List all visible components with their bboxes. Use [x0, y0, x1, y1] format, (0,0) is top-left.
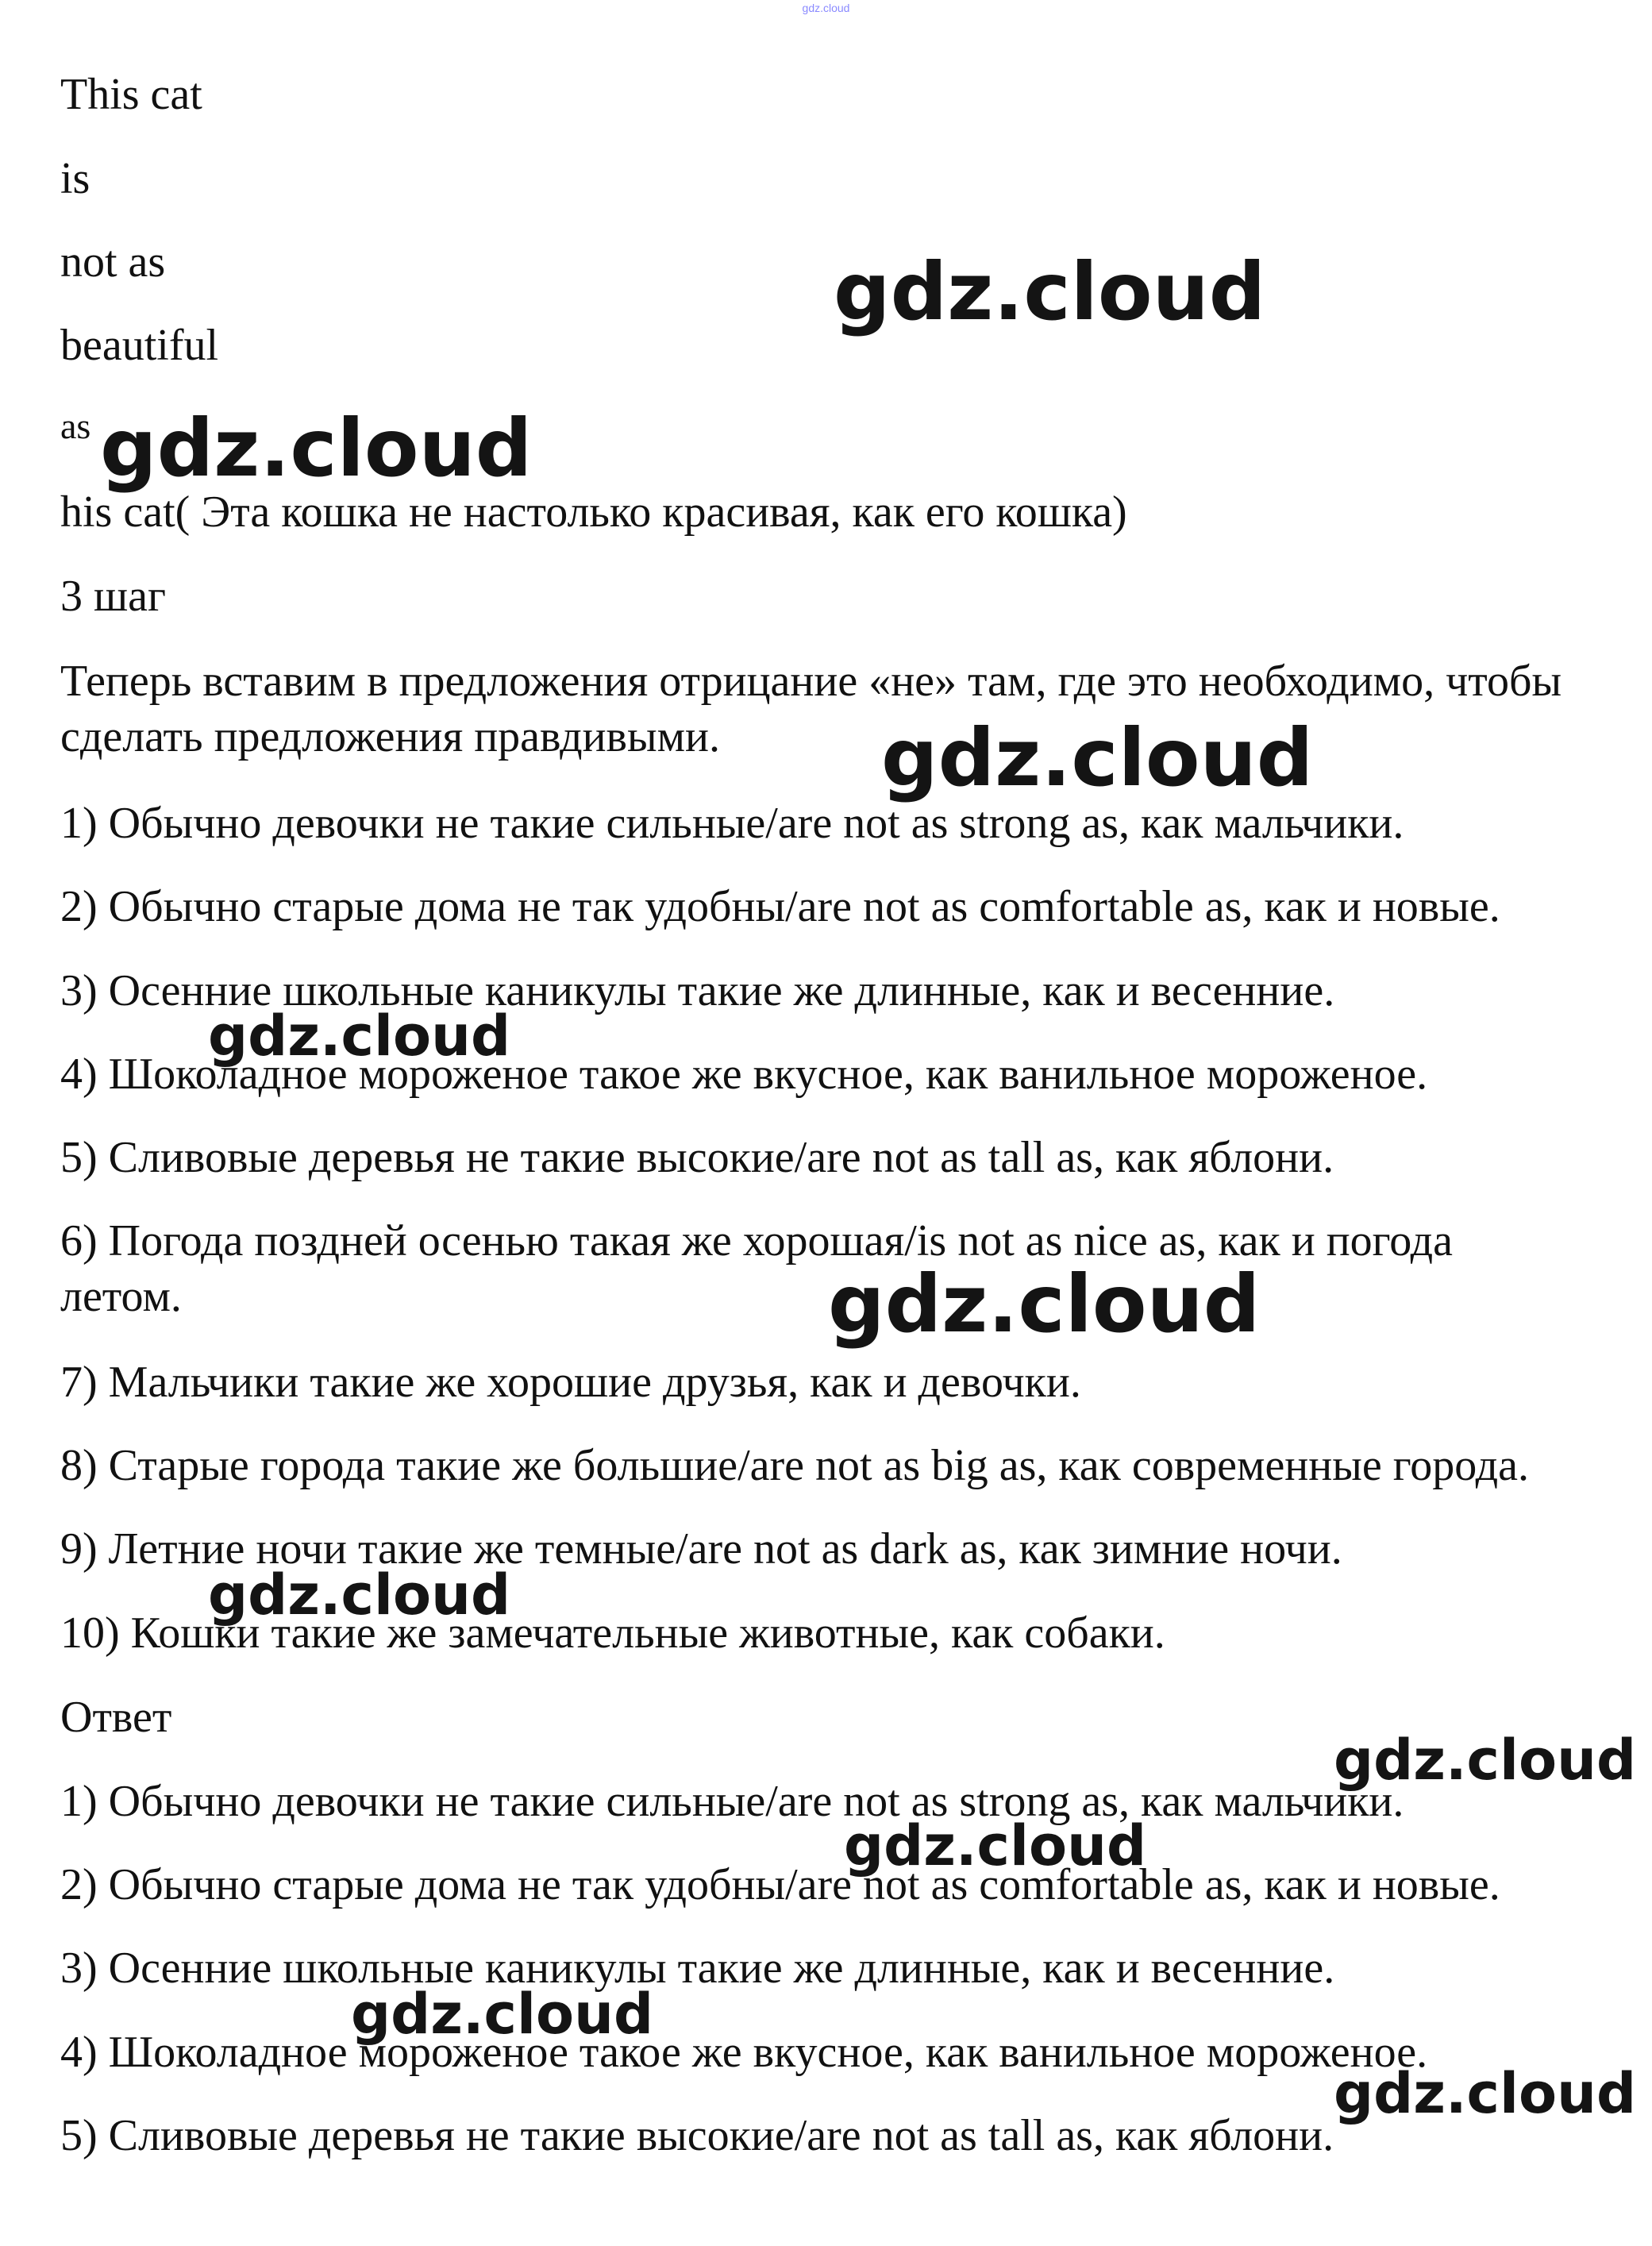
sentence-item: 2) Обычно старые дома не так удобны/are not as comfortable as, как и новые.: [60, 882, 1500, 931]
watermark: gdz.cloud: [208, 1004, 511, 1069]
top-watermark: gdz.cloud: [802, 2, 850, 14]
watermark: gdz.cloud: [208, 1562, 511, 1628]
sentence-item: 3) Осенние школьные каникулы такие же длинные, как и весенние.: [60, 966, 1335, 1015]
sentence-item: 5) Сливовые деревья не такие высокие/are not as tall as, как яблони.: [60, 1133, 1334, 1182]
sentence-item: 8) Старые города такие же большие/are not as big as, как современные города.: [60, 1441, 1530, 1490]
sentence-item: 7) Мальчики такие же хорошие друзья, как и девочки.: [60, 1358, 1081, 1407]
sentence-item: 4) Шоколадное мороженое такое же вкусное, как ванильное мороженое.: [60, 1050, 1428, 1099]
sentence-item: 6) Погода поздней осенью такая же хорошая/is not as nice as, как и погода летом.: [60, 1216, 1453, 1321]
watermark: gdz.cloud: [844, 1813, 1147, 1878]
sentence-item: 1) Обычно девочки не такие сильные/are not as strong as, как мальчики.: [60, 799, 1404, 848]
intro-line: is: [60, 154, 90, 203]
watermark: gdz.cloud: [351, 1982, 654, 2047]
intro-line: This cat: [60, 70, 202, 119]
step-title: 3 шаг: [60, 572, 166, 621]
sentence-item: 9) Летние ночи такие же темные/are not as dark as, как зимние ночи.: [60, 1524, 1342, 1574]
intro-line: as: [60, 406, 91, 446]
answer-item: 5) Сливовые деревья не такие высокие/are not as tall as, как яблони.: [60, 2111, 1334, 2160]
answer-item: 1) Обычно девочки не такие сильные/are not as strong as, как мальчики.: [60, 1777, 1404, 1826]
instruction-paragraph: Теперь вставим в предложения отрицание «не» там, где это необходимо, чтобы сделать предложения правдивыми.: [60, 657, 1562, 761]
watermark: gdz.cloud: [828, 1258, 1261, 1350]
intro-line: not as: [60, 237, 166, 287]
intro-line: beautiful: [60, 321, 219, 370]
answer-item: 4) Шоколадное мороженое такое же вкусное, как ванильное мороженое.: [60, 2028, 1428, 2077]
watermark: gdz.cloud: [1334, 1728, 1637, 1793]
watermark: gdz.cloud: [100, 402, 533, 495]
answer-item: 2) Обычно старые дома не так удобны/are not as comfortable as, как и новые.: [60, 1860, 1500, 1909]
watermark: gdz.cloud: [1334, 2061, 1637, 2126]
watermark: gdz.cloud: [881, 711, 1314, 804]
sentence-item: 10) Кошки такие же замечательные животные, как собаки.: [60, 1608, 1165, 1658]
translation-line: his cat( Эта кошка не настолько красивая, как его кошка): [60, 487, 1127, 537]
answer-title: Ответ: [60, 1693, 172, 1742]
watermark: gdz.cloud: [834, 245, 1266, 338]
answer-item: 3) Осенние школьные каникулы такие же длинные, как и весенние.: [60, 1944, 1335, 1993]
